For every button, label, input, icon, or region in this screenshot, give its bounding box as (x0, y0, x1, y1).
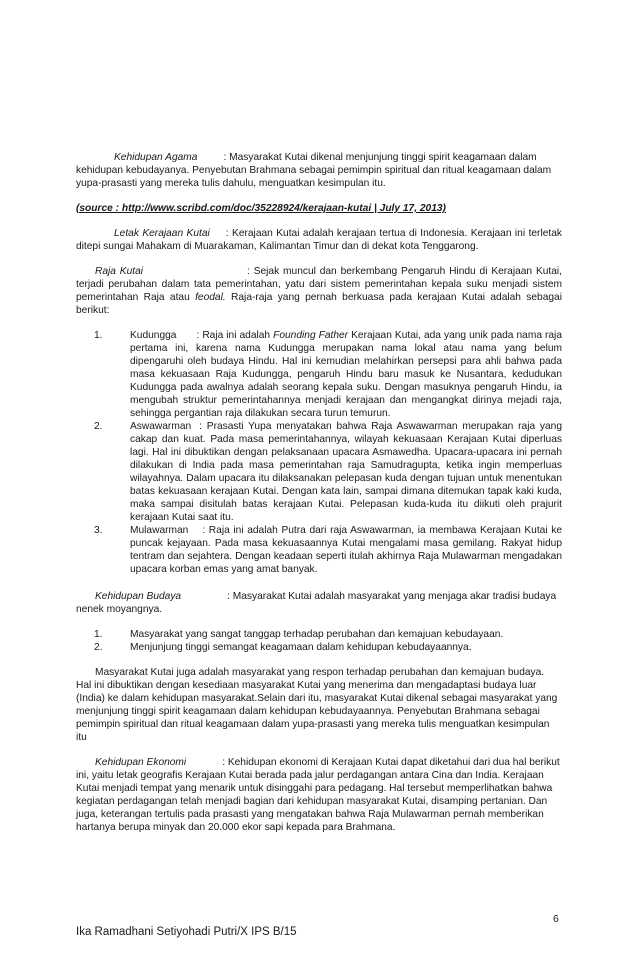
raja-name: Aswawarman (130, 421, 192, 432)
agama-lead: : Masyarakat Kutai dikenal menjunjung tinggi spirit keagamaan dalam (223, 152, 537, 163)
letak-label: Letak Kerajaan Kutai (114, 228, 210, 239)
raja-rest-after: Raja-raja yang pernah berkuasa pada kerajaan Kutai adalah sebagai berikut: (76, 292, 562, 316)
budaya-extra-paragraph: Masyarakat Kutai juga adalah masyarakat yang respon terhadap perubahan dan kemajuan budaya. Hal ini dibuktikan dengan kesediaan masyarakat Kutai yang menerima dan mengadaptasi budaya luar (India) ke dalam kehidupan masyarakat.Selain dari itu, masyarakat Kutai dikenal sebagai masyarakat yang menjunjung tinggi spirit keagamaan dalam kehidupan kebudayaannya. Penyebutan Brahmana sebagai pemimpin spiritual dan ritual keagamaan dalam yupa-prasasti yang mereka tulis menguatkan kesimpulan itu (76, 667, 558, 743)
list-item: 2. Menjunjung tinggi semangat keagamaan dalam kehidupan kebudayaannya. (94, 642, 472, 653)
footer-author: Ika Ramadhani Setiyohadi Putri/X IPS B/15 (76, 926, 297, 938)
agama-rest: kehidupan kebudayanya. Penyebutan Brahmana sebagai pemimpin spiritual dan ritual keagamaan dalam yupa-prasasti yang mereka tulis dahulu, menguatkan kesimpulan itu. (76, 165, 552, 189)
document-body (76, 151, 562, 834)
raja-name: Mulawarman (130, 525, 189, 536)
agama-paragraph (76, 151, 562, 190)
letak-paragraph (76, 227, 562, 253)
source-line (76, 202, 562, 215)
ekonomi-paragraph (76, 756, 562, 834)
raja-paragraph (76, 265, 562, 317)
raja-name: Kudungga (130, 330, 177, 341)
list-item: 2. Aswawarman : Prasasti Yupa menyatakan bahwa Raja Aswawarman merupakan raja yang cakap dan kuat. Pada masa pemerintahannya, wilayah kekuasaan Kerajaan Kutai diperluas lagi. Hal ini dibuktikan dengan pelaksanaan upacara Asmawedha. Upacara-upacara ini pernah dilakukan di India pada masa pemerintahan raja Samudragupta, ketika ingin memperluas wilayahnya. Dalam upacara itu dilaksanakan pelepasan kuda dengan tujuan untuk menentukan batas kekuasaan kerajaan Kutai. Dengan kata lain, sampai dimana ditemukan tapak kaki kuda, maka sampai disitulah batas kerajaan Kutai. Pelepasan kuda-kuda itu diikuti oleh prajurit kerajaan Kutai saat itu. (94, 421, 562, 523)
ekonomi-lead: : Kehidupan ekonomi di Kerajaan Kutai dapat diketahui dari dua hal (222, 757, 527, 768)
raja-lead: : Sejak muncul dan berkembang Pengaruh Hindu di Kerajaan Kutai, (247, 266, 562, 277)
ekonomi-rest: berikut ini, yaitu letak geografis Kerajaan Kutai berada pada jalur perdagangan antara Cina dan India. Kerajaan Kutai menjadi tempat yang menarik untuk disinggahi para pedagang. Hal tersebut memperlihatkan bahwa kegiatan perdagangan telah menjadi bagian dari kehidupan masyarakat Kutai, disamping pertanian. Dan juga, keterangan tertulis pada prasasti yang mengatakan bahwa Raja Mulawarman pernah memberikan hartanya berupa minyak dan 20.000 ekor sapi kepada para Brahmana. (76, 757, 560, 833)
page-number: 6 (553, 913, 559, 925)
budaya-list (76, 628, 562, 654)
source-citation: (source : http://www.scribd.com/doc/35228924/kerajaan-kutai | July 17, 2013) (76, 203, 446, 214)
letak-rest: terletak ditepi sungai Mahakam di Muarakaman, Kalimantan Timur dan di dekat kota Tenggarong. (76, 228, 562, 252)
letak-lead: : Kerajaan Kutai adalah kerajaan tertua di Indonesia. Kerajaan ini (225, 228, 526, 239)
list-item: 1. Kudungga : Raja ini adalah Founding Father Kerajaan Kutai, ada yang unik pada nama raja pertama ini, karena nama Kudungga merupakan nama lokal atau nama yang belum dipengaruhi oleh budaya Hindu. Hal ini kemudian melahirkan persepsi para ahli bahwa pada masa kekuasaan Raja Kudungga, pengaruh Hindu baru masuk ke Nusantara, kedudukan Kudungga pada awalnya adalah seorang kepala suku. Dengan masuknya pengaruh Hindu, ia mengubah struktur pemerintahannya menjadi kerajaan dan mengangkat dirinya mejadi raja, sehingga pergantian raja dilakukan secara turun temurun. (94, 330, 562, 419)
raja-list (76, 329, 562, 576)
list-item: 3. Mulawarman : Raja ini adalah Putra dari raja Aswawarman, ia membawa Kerajaan Kutai ke puncak kejayaan. Pada masa kekuasaannya Kutai mengalami masa gemilang. Rakyat hidup tentram dan sejahtera. Dengan keadaan seperti itulah akhirnya Raja Mulawarman mengadakan upacara korban emas yang amat banyak. (94, 525, 562, 575)
budaya-rest: nenek moyangnya. (76, 604, 163, 615)
list-item: 1. Masyarakat yang sangat tanggap terhadap perubahan dan kemajuan kebudayaan. (94, 629, 504, 640)
budaya-lead: : Masyarakat Kutai adalah masyarakat yang menjaga akar tradisi budaya (227, 591, 557, 602)
budaya-paragraph (76, 590, 562, 616)
agama-label: Kehidupan Agama (114, 152, 198, 163)
budaya-label: Kehidupan Budaya (95, 591, 182, 602)
ekonomi-label: Kehidupan Ekonomi (95, 757, 187, 768)
raja-label: Raja Kutai (95, 266, 144, 277)
raja-rest-before: terjadi perubahan dalam tata pemerintahan, yatu dari sistem pemerintahan kepala suku menjadi sistem pemerintahan Raja atau (76, 279, 562, 303)
raja-feodal: feodal. (195, 292, 226, 303)
